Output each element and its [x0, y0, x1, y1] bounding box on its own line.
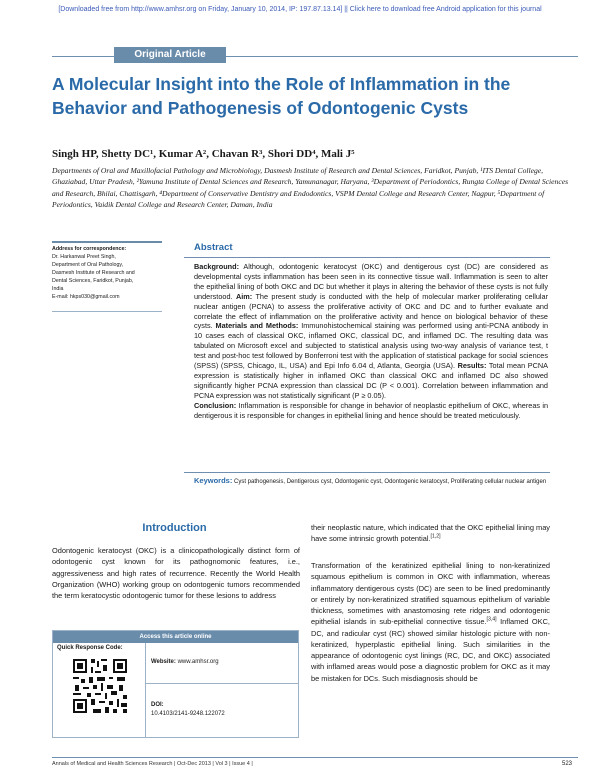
box-divider: [145, 643, 146, 737]
para1-text: their neoplastic nature, which indicated that the OKC epithelial lining may have some intrinsic growth potential.: [311, 523, 550, 544]
citation-ref[interactable]: [3,4]: [486, 616, 497, 623]
section-tag: Original Article: [114, 47, 226, 63]
correspondence-line: India: [52, 286, 64, 292]
article-title: A Molecular Insight into the Role of Inflammation in the Behavior and Pathogenesis of Odontogenic Cysts: [52, 74, 511, 118]
footer-rule: [52, 757, 578, 758]
correspondence-heading: Address for correspondence:: [52, 246, 127, 252]
keywords-text: Cyst pathogenesis, Dentigerous cyst, Odontogenic cyst, Odontogenic keratocyst, Proliferating cellular nuclear antigen: [234, 479, 547, 485]
abstract-rule: [184, 257, 550, 258]
intro-right-paragraph-2: [311, 560, 550, 750]
introduction-heading: Introduction: [142, 522, 207, 534]
correspondence-line: Dr. Harkanwal Preet Singh,: [52, 254, 116, 260]
correspondence-box: [52, 241, 162, 312]
doi-value[interactable]: 10.4103/2141-9248.122072: [151, 711, 225, 717]
results-text: Total mean PCNA expression is statistically higher in inflamed OKC than classical OKC and inflamed DC also showed significantly higher PCNA expression than classical DC (P < 0.001). Correlation between inflammation and PCNA expression was not statistically significant (P ≥ 0.05).: [194, 361, 548, 400]
website-row: [151, 659, 219, 665]
affiliations: Departments of Oral and Maxillofacial Pathology and Microbiology, Dasmesh Institute of Research and Dental Sciences, Faridkot, Punjab, ¹ITS Dental College, Ghaziabad, Uttar Pradesh, ²Yamuna Institute of Dental Sciences and Research, Yamunanagar, Haryana, ³Department of Periodontics, Rungta College of Dental Sciences and Research, Bhilai, Chattisgarh, ⁴Department of Conservative Dentistry and Endodontics, VSPM Dental College and Research Center, Nagpur, ⁵Department of Periodontics, Vaidik Dental College and Research Center, Daman, India: [52, 166, 569, 210]
doi-label: DOI:: [151, 702, 164, 708]
para2-text: Transformation of the keratinized epithelial lining to non-keratinized squamous epithelium is common in OKC with inflammation, whereas inflammatory dentigerous cysts (DC) are seen to be lined predominantly or entirely by non-keratinized stratified squamous epithelium of variable thickness, sometimes with anastomosing rete ridges and odontogenic epithelial islands in sub-epithelial connective tissue.: [311, 561, 550, 627]
website-link[interactable]: www.amhsr.org: [177, 659, 219, 665]
citation-ref[interactable]: [1,2]: [430, 533, 441, 540]
page-number: 523: [561, 761, 572, 767]
keywords: [194, 476, 548, 487]
qr-label: Quick Response Code:: [57, 645, 123, 651]
correspondence-line: Dasmesh Institute of Research and: [52, 270, 135, 276]
background-text: Although, odontogenic keratocyst (OKC) and dentigerous cyst (DC) are considered as developmental cysts inflammation has been seen in its connective tissue wall. Inflammation is seen to alter the epithelial lining of both OKC and DC but whether it plays in altering the behavior of these cysts is not fully understood.: [194, 262, 548, 301]
methods-label: Materials and Methods:: [215, 321, 299, 331]
correspondence-email[interactable]: E-mail: hkps030@gmail.com: [52, 294, 120, 300]
access-heading: Access this article online: [53, 631, 298, 643]
access-article-box: [52, 630, 299, 738]
website-label: Website:: [151, 659, 176, 665]
conclusion-text: Inflammation is responsible for change in behavior of neoplastic epithelium of OKC, whereas in dentigerous it is responsible for changes in epithelial lining and hence should be treated meticulously.: [194, 400, 548, 420]
abstract-heading: Abstract: [194, 242, 233, 253]
methods-text: Immunohistochemical staining was performed using anti-PCNA antibody in 10 cases each of classical OKC, inflamed OKC, classical DC, and inflamed DC. The resulting data was tabulated on Microsoft excel and subjected to statistical analysis using two-way analysis of variance test, t test and post-hoc test followed by Bonferroni test with the application of statistical package for social sciences (SPSS) (SPSS, Chicago, IL, USA) and Epi Info 6.04 d, Atlanta, Georgia (USA).: [194, 321, 548, 371]
correspondence-line: Dental Sciences, Faridkot, Punjab,: [52, 278, 134, 284]
aim-text: The present study is conducted with the help of molecular marker proliferating cellular nuclear antigen (PCNA) to assess the proliferative activity of OKC and DC and to further evaluate and correlate the effect of inflammation on the proliferative activity and hence on biological behavior of these cysts.: [194, 291, 548, 331]
background-label: Background:: [194, 262, 239, 271]
abstract-body: [194, 262, 548, 474]
download-banner[interactable]: [Downloaded free from http://www.amhsr.org on Friday, January 10, 2014, IP: 197.87.13.14] || Click here to download free Android application for this journal: [58, 6, 542, 13]
results-label: Results:: [457, 361, 487, 371]
journal-footer: Annals of Medical and Health Sciences Research | Oct-Dec 2013 | Vol 3 | Issue 4 |: [52, 761, 253, 767]
intro-left-paragraph: Odontogenic keratocyst (OKC) is a clinicopathologically distinct form of odontogenic cyst known for its pathognomonic features, i.e., aggressiveness and high rates of recurrence. Recently the World Health Organization (WHO) working group on odontogenic tumors recommended the term keratocystic odontogenic tumor for these lesions to address: [52, 546, 300, 600]
aim-label: Aim:: [235, 291, 253, 301]
para2-cont: Inflamed OKC, DC, and radicular cyst (RC) showed similar histologic picture with non-keratinized, hyperplastic epithelial lining. Such similarities in the appearance of odontogenic cyst linings (RC, DC, and OKC) associated with inflamed areas would pose a diagnostic problem for OKC as it may be mistaken for DCs. Such misdiagnosis should be: [311, 617, 550, 683]
correspondence-line: Department of Oral Pathology,: [52, 262, 124, 268]
conclusion-label: Conclusion:: [194, 400, 237, 410]
author-list: Singh HP, Shetty DC¹, Kumar A², Chavan R³, Shori DD⁴, Mali J⁵: [52, 148, 355, 160]
keywords-label: Keywords:: [194, 476, 233, 485]
box-divider: [145, 683, 298, 684]
keywords-rule: [184, 472, 550, 473]
doi-row: [151, 701, 225, 719]
qr-code-icon: [71, 657, 129, 715]
intro-right-paragraph-1: [311, 522, 550, 548]
